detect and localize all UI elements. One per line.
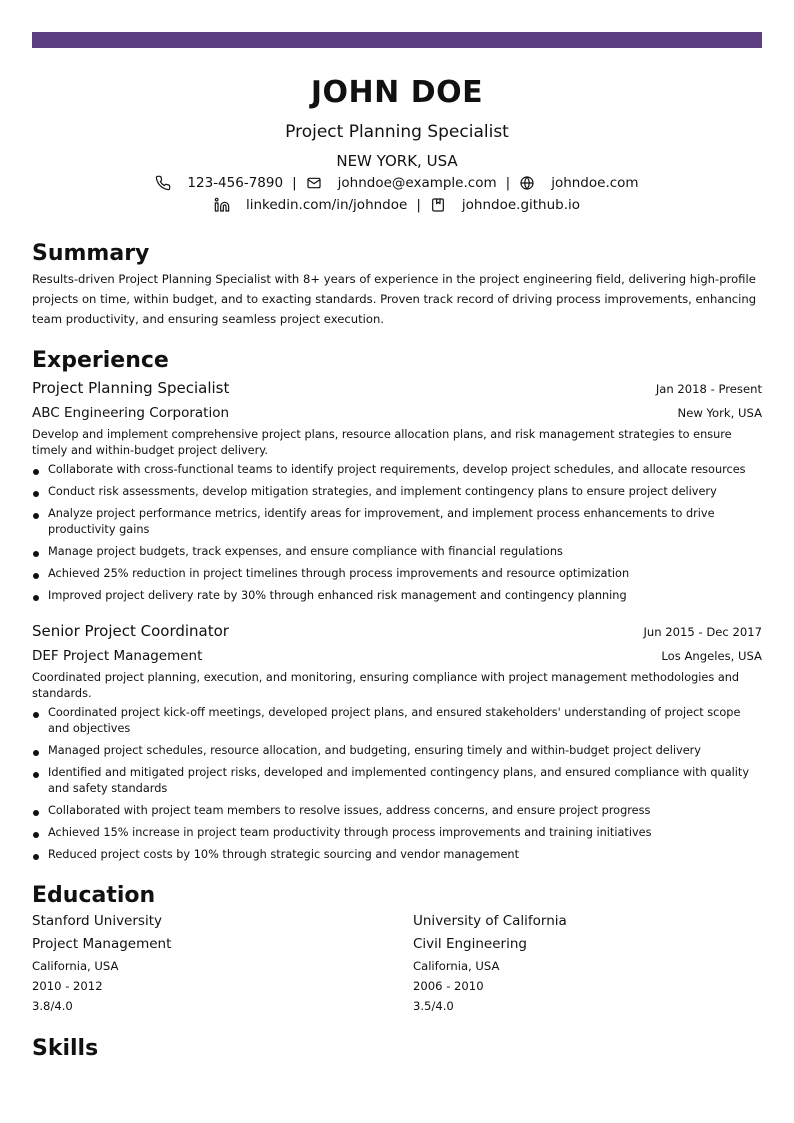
skills-heading: Skills xyxy=(32,1036,99,1061)
bullet-item: Manage project budgets, track expenses, and ensure compliance with financial regulations xyxy=(32,544,762,560)
github-contact[interactable] xyxy=(430,194,580,216)
phone-contact[interactable] xyxy=(155,172,283,194)
education-location: California, USA xyxy=(32,959,119,973)
bullet-item: Analyze project performance metrics, identify areas for improvement, and implement process enhancements to drive productivity gains xyxy=(32,506,762,538)
candidate-name: JOHN DOE xyxy=(310,75,484,110)
resume-header xyxy=(32,72,762,216)
job-location: Los Angeles, USA xyxy=(661,649,762,663)
linkedin-icon xyxy=(214,197,230,213)
bullet-item: Conduct risk assessments, develop mitigation strategies, and implement contingency plans to ensure project delivery xyxy=(32,484,762,500)
bullet-item: Reduced project costs by 10% through strategic sourcing and vendor management xyxy=(32,847,762,863)
job-header-row xyxy=(32,376,762,401)
summary-text: Results-driven Project Planning Specialist with 8+ years of experience in the project engineering field, delivering high-profile projects on time, within budget, and to exacting standards. Proven track record of driving process improvements, enhancing team productivity, and ensuring seamless project execution. xyxy=(32,272,757,326)
separator: | xyxy=(505,175,511,191)
education-dates: 2010 - 2012 xyxy=(32,979,103,993)
job-entry xyxy=(32,376,762,610)
education-dates: 2006 - 2010 xyxy=(413,979,484,993)
experience-heading: Experience xyxy=(32,348,169,373)
github-text: johndoe.github.io xyxy=(461,197,581,213)
email-contact[interactable] xyxy=(306,172,497,194)
linkedin-contact[interactable] xyxy=(214,194,407,216)
education-degree: Civil Engineering xyxy=(413,936,527,952)
job-location: New York, USA xyxy=(677,406,762,420)
education-degree: Project Management xyxy=(32,936,172,952)
job-company-row xyxy=(32,401,762,425)
job-title: Project Planning Specialist xyxy=(32,379,230,397)
email-text: johndoe@example.com xyxy=(337,175,497,191)
job-entry xyxy=(32,619,762,869)
separator: | xyxy=(416,197,421,213)
bullet-item: Identified and mitigated project risks, developed and implemented contingency plans, and ensured compliance with quality and safety standards xyxy=(32,765,762,797)
contact-row-primary xyxy=(32,172,762,194)
education-location: California, USA xyxy=(413,959,500,973)
job-title: Senior Project Coordinator xyxy=(32,622,229,640)
bullet-item: Collaborated with project team members to resolve issues, address concerns, and ensure project progress xyxy=(32,803,762,819)
job-description: Coordinated project planning, execution, and monitoring, ensuring compliance with project management methodologies and standards. xyxy=(32,671,740,700)
job-bullets xyxy=(32,462,762,604)
candidate-location: NEW YORK, USA xyxy=(336,152,458,170)
candidate-title: Project Planning Specialist xyxy=(285,122,509,142)
contact-row-secondary xyxy=(32,194,762,216)
bullet-item: Improved project delivery rate by 30% through enhanced risk management and contingency planning xyxy=(32,588,762,604)
job-header-row xyxy=(32,619,762,644)
mail-icon xyxy=(306,175,322,191)
separator: | xyxy=(292,175,297,191)
education-entry xyxy=(413,910,773,1016)
education-heading: Education xyxy=(32,883,156,908)
job-bullets xyxy=(32,705,762,863)
job-description: Develop and implement comprehensive project plans, resource allocation plans, and risk management strategies to ensure timely and within-budget project delivery. xyxy=(32,428,732,457)
website-contact[interactable] xyxy=(519,172,638,194)
job-company: DEF Project Management xyxy=(32,648,203,664)
phone-icon xyxy=(155,175,171,191)
job-company-row xyxy=(32,644,762,668)
job-company: ABC Engineering Corporation xyxy=(32,405,230,421)
summary-heading: Summary xyxy=(32,241,150,266)
education-institution: University of California xyxy=(413,913,567,929)
accent-bar xyxy=(32,32,762,48)
education-gpa: 3.5/4.0 xyxy=(413,999,454,1013)
education-gpa: 3.8/4.0 xyxy=(32,999,73,1013)
bullet-item: Achieved 25% reduction in project timelines through process improvements and resource optimization xyxy=(32,566,762,582)
bullet-item: Managed project schedules, resource allocation, and budgeting, ensuring timely and within-budget project delivery xyxy=(32,743,762,759)
job-dates: Jan 2018 - Present xyxy=(655,382,762,396)
education-institution: Stanford University xyxy=(32,913,162,929)
linkedin-text: linkedin.com/in/johndoe xyxy=(245,197,408,213)
education-entry xyxy=(32,910,392,1016)
phone-text: 123-456-7890 xyxy=(187,175,284,191)
bullet-item: Achieved 15% increase in project team productivity through process improvements and training initiatives xyxy=(32,825,762,841)
bullet-item: Coordinated project kick-off meetings, developed project plans, and ensured stakeholders' understanding of project scope and objectives xyxy=(32,705,762,737)
job-dates: Jun 2015 - Dec 2017 xyxy=(643,625,762,639)
globe-icon xyxy=(519,175,535,191)
bullet-item: Collaborate with cross-functional teams to identify project requirements, develop project schedules, and allocate resources xyxy=(32,462,762,478)
bookmark-icon xyxy=(430,197,446,213)
website-text: johndoe.com xyxy=(551,175,639,191)
